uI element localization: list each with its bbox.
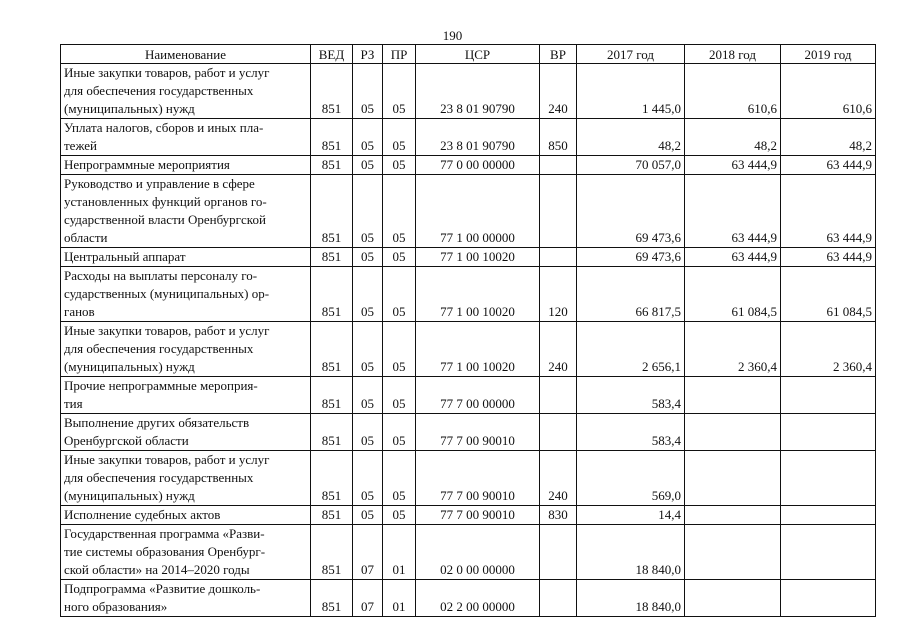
cell-ved: 851 <box>311 322 353 377</box>
cell-ved: 851 <box>311 156 353 175</box>
cell-2018 <box>685 580 781 617</box>
cell-2018: 48,2 <box>685 119 781 156</box>
cell-rz: 05 <box>353 322 383 377</box>
table-row <box>61 580 876 617</box>
header-2018: 2018 год <box>685 45 781 64</box>
header-pr: ПР <box>383 45 416 64</box>
cell-csr: 77 7 00 00000 <box>416 377 540 414</box>
cell-rz: 05 <box>353 175 383 248</box>
cell-2017: 583,4 <box>577 377 685 414</box>
cell-2019 <box>781 506 876 525</box>
cell-name: Иные закупки товаров, работ и услуг для обеспечения государственных (муниципальных) нужд <box>61 451 311 506</box>
header-vr: ВР <box>540 45 577 64</box>
cell-rz: 05 <box>353 248 383 267</box>
cell-pr: 05 <box>383 64 416 119</box>
cell-name: Центральный аппарат <box>61 248 311 267</box>
cell-name: Исполнение судебных актов <box>61 506 311 525</box>
cell-2017: 70 057,0 <box>577 156 685 175</box>
cell-rz: 07 <box>353 580 383 617</box>
cell-2018 <box>685 525 781 580</box>
cell-2017: 2 656,1 <box>577 322 685 377</box>
table-row <box>61 119 876 156</box>
cell-vr <box>540 175 577 248</box>
cell-name: Государственная программа «Разви- тие системы образования Оренбург- ской области» на 2014–2020 годы <box>61 525 311 580</box>
cell-pr: 05 <box>383 414 416 451</box>
cell-name: Выполнение других обязательств Оренбургской области <box>61 414 311 451</box>
cell-rz: 05 <box>353 377 383 414</box>
table-row <box>61 451 876 506</box>
cell-pr: 05 <box>383 506 416 525</box>
cell-pr: 05 <box>383 248 416 267</box>
cell-2018: 63 444,9 <box>685 248 781 267</box>
cell-ved: 851 <box>311 580 353 617</box>
cell-pr: 05 <box>383 267 416 322</box>
cell-2017: 69 473,6 <box>577 248 685 267</box>
cell-csr: 02 2 00 00000 <box>416 580 540 617</box>
cell-ved: 851 <box>311 525 353 580</box>
cell-csr: 77 1 00 10020 <box>416 248 540 267</box>
cell-2017: 583,4 <box>577 414 685 451</box>
cell-rz: 05 <box>353 64 383 119</box>
cell-rz: 07 <box>353 525 383 580</box>
cell-rz: 05 <box>353 414 383 451</box>
cell-2019: 48,2 <box>781 119 876 156</box>
header-name: Наименование <box>61 45 311 64</box>
cell-csr: 77 7 00 90010 <box>416 506 540 525</box>
cell-ved: 851 <box>311 451 353 506</box>
cell-2017: 66 817,5 <box>577 267 685 322</box>
page-number: 190 <box>442 28 463 43</box>
cell-ved: 851 <box>311 175 353 248</box>
cell-2019: 63 444,9 <box>781 156 876 175</box>
cell-2018 <box>685 451 781 506</box>
cell-2017: 569,0 <box>577 451 685 506</box>
header-csr: ЦСР <box>416 45 540 64</box>
budget-table <box>60 44 876 617</box>
cell-2019 <box>781 414 876 451</box>
table-row <box>61 156 876 175</box>
cell-csr: 23 8 01 90790 <box>416 119 540 156</box>
table-row <box>61 175 876 248</box>
cell-csr: 77 1 00 00000 <box>416 175 540 248</box>
cell-name: Прочие непрограммные мероприя- тия <box>61 377 311 414</box>
cell-name: Иные закупки товаров, работ и услуг для обеспечения государственных (муниципальных) нужд <box>61 322 311 377</box>
cell-ved: 851 <box>311 248 353 267</box>
cell-2018 <box>685 377 781 414</box>
cell-2019 <box>781 377 876 414</box>
cell-pr: 05 <box>383 156 416 175</box>
cell-2019 <box>781 580 876 617</box>
cell-rz: 05 <box>353 156 383 175</box>
cell-ved: 851 <box>311 506 353 525</box>
cell-rz: 05 <box>353 267 383 322</box>
cell-csr: 77 7 00 90010 <box>416 414 540 451</box>
table-row <box>61 414 876 451</box>
cell-vr <box>540 377 577 414</box>
cell-2018: 63 444,9 <box>685 175 781 248</box>
cell-2019: 63 444,9 <box>781 175 876 248</box>
table-row <box>61 64 876 119</box>
cell-pr: 05 <box>383 175 416 248</box>
cell-vr: 240 <box>540 64 577 119</box>
cell-vr <box>540 580 577 617</box>
cell-rz: 05 <box>353 506 383 525</box>
cell-pr: 05 <box>383 119 416 156</box>
cell-csr: 77 7 00 90010 <box>416 451 540 506</box>
cell-vr <box>540 525 577 580</box>
cell-vr <box>540 414 577 451</box>
cell-2017: 69 473,6 <box>577 175 685 248</box>
cell-vr: 120 <box>540 267 577 322</box>
cell-name: Иные закупки товаров, работ и услуг для обеспечения государственных (муниципальных) нужд <box>61 64 311 119</box>
cell-name: Расходы на выплаты персоналу го- сударственных (муниципальных) ор- ганов <box>61 267 311 322</box>
cell-name: Уплата налогов, сборов и иных пла- тежей <box>61 119 311 156</box>
cell-2018: 2 360,4 <box>685 322 781 377</box>
header-2017: 2017 год <box>577 45 685 64</box>
cell-2017: 14,4 <box>577 506 685 525</box>
cell-csr: 77 1 00 10020 <box>416 267 540 322</box>
cell-csr: 23 8 01 90790 <box>416 64 540 119</box>
cell-vr: 240 <box>540 451 577 506</box>
cell-2019 <box>781 525 876 580</box>
table-row <box>61 267 876 322</box>
cell-vr <box>540 156 577 175</box>
cell-2017: 48,2 <box>577 119 685 156</box>
cell-2018 <box>685 506 781 525</box>
header-rz: РЗ <box>353 45 383 64</box>
cell-pr: 05 <box>383 451 416 506</box>
cell-ved: 851 <box>311 119 353 156</box>
cell-csr: 77 0 00 00000 <box>416 156 540 175</box>
cell-2019: 2 360,4 <box>781 322 876 377</box>
cell-vr: 240 <box>540 322 577 377</box>
cell-ved: 851 <box>311 267 353 322</box>
cell-2018: 63 444,9 <box>685 156 781 175</box>
table-header-row <box>61 45 876 64</box>
cell-csr: 02 0 00 00000 <box>416 525 540 580</box>
table-row <box>61 248 876 267</box>
cell-2017: 18 840,0 <box>577 525 685 580</box>
header-2019: 2019 год <box>781 45 876 64</box>
cell-ved: 851 <box>311 414 353 451</box>
table-row <box>61 377 876 414</box>
cell-pr: 05 <box>383 377 416 414</box>
cell-2018: 61 084,5 <box>685 267 781 322</box>
cell-name: Непрограммные мероприятия <box>61 156 311 175</box>
cell-2018: 610,6 <box>685 64 781 119</box>
cell-2018 <box>685 414 781 451</box>
table-row <box>61 506 876 525</box>
cell-csr: 77 1 00 10020 <box>416 322 540 377</box>
cell-2017: 1 445,0 <box>577 64 685 119</box>
table-row <box>61 525 876 580</box>
cell-name: Подпрограмма «Развитие дошколь- ного образования» <box>61 580 311 617</box>
cell-2019: 61 084,5 <box>781 267 876 322</box>
cell-rz: 05 <box>353 451 383 506</box>
cell-vr <box>540 248 577 267</box>
cell-2019: 610,6 <box>781 64 876 119</box>
cell-ved: 851 <box>311 377 353 414</box>
cell-rz: 05 <box>353 119 383 156</box>
cell-pr: 01 <box>383 525 416 580</box>
cell-2019: 63 444,9 <box>781 248 876 267</box>
cell-vr: 850 <box>540 119 577 156</box>
cell-pr: 01 <box>383 580 416 617</box>
table-row <box>61 322 876 377</box>
cell-pr: 05 <box>383 322 416 377</box>
cell-2019 <box>781 451 876 506</box>
cell-name: Руководство и управление в сфере установленных функций органов го- сударственной власти Оренбургской области <box>61 175 311 248</box>
cell-2017: 18 840,0 <box>577 580 685 617</box>
cell-vr: 830 <box>540 506 577 525</box>
cell-ved: 851 <box>311 64 353 119</box>
header-ved: ВЕД <box>311 45 353 64</box>
